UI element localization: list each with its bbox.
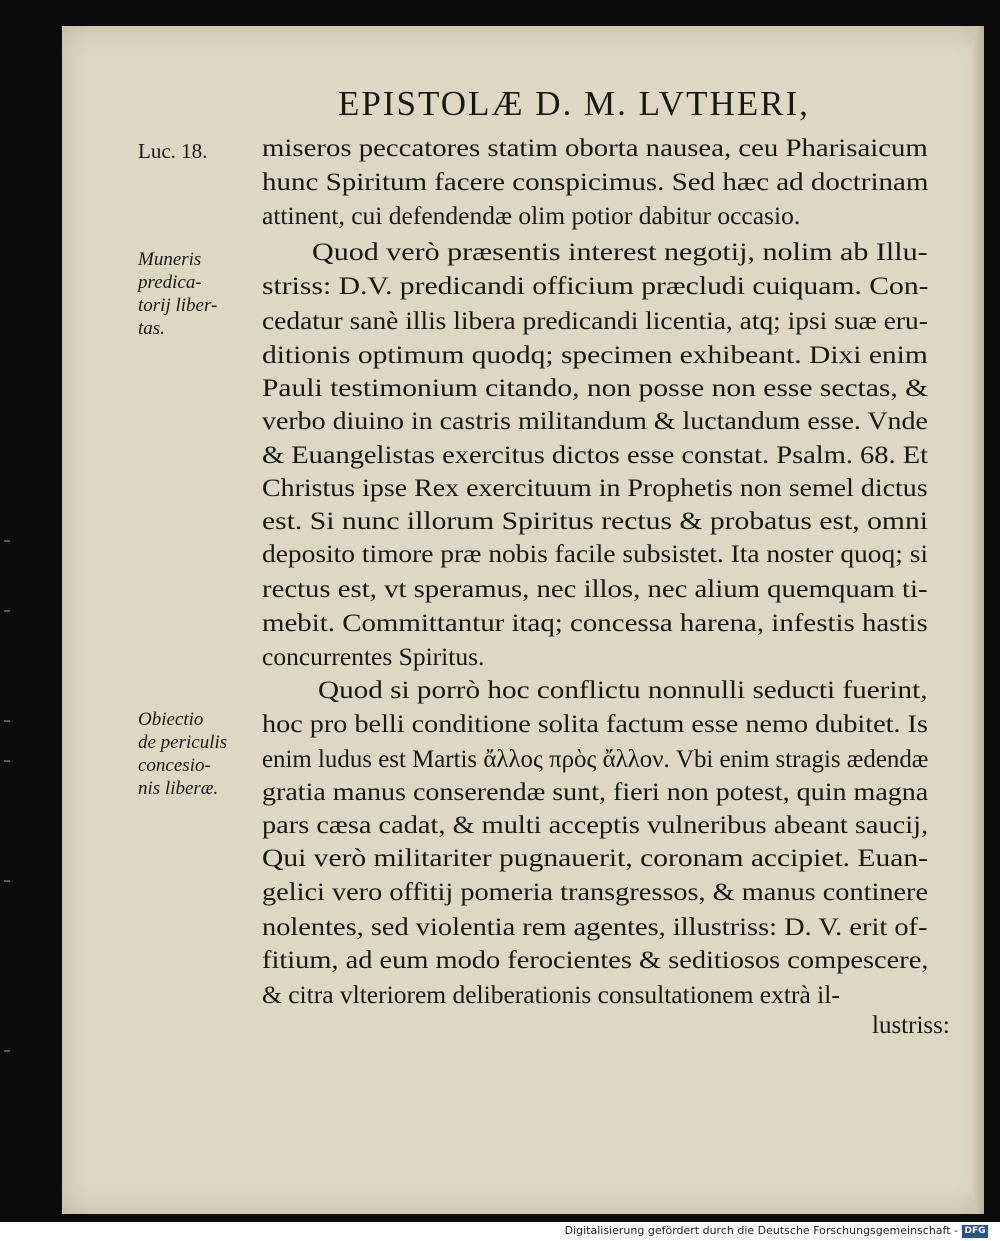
footer-credit: Digitalisierung gefördert durch die Deutsche Forschungsgemeinschaft - bbox=[564, 1224, 958, 1237]
page-edge bbox=[974, 26, 984, 1214]
body-line: attinent, cui defendendæ olim potior dabitur occasio. bbox=[262, 201, 801, 230]
body-line: miseros peccatores statim oborta nausea, ceu Pharisaicum bbox=[262, 133, 928, 162]
running-head: EPISTOLÆ D. M. LVTHERI, bbox=[338, 84, 810, 123]
margin-note-line: Luc. 18. bbox=[138, 139, 208, 163]
body-line: hunc Spiritum facere conspicimus. Sed hæc ad doctrinam bbox=[262, 167, 929, 196]
margin-note-line: Obiectio bbox=[138, 709, 204, 730]
margin-note-line: Muneris bbox=[138, 249, 202, 270]
dfg-logo-icon[interactable]: DFG bbox=[962, 1225, 988, 1238]
body-line: gelici vero offitij pomeria transgressos, & manus continere bbox=[262, 877, 929, 906]
body-line: ditionis optimum quodq; specimen exhibeant. Dixi enim bbox=[262, 340, 928, 369]
body-line: & Euangelistas exercitus dictos esse constat. Psalm. 68. Et bbox=[262, 440, 929, 469]
margin-note-line: tas. bbox=[138, 318, 165, 339]
body-line: fitium, ad eum modo ferocientes & seditiosos compescere, bbox=[262, 945, 929, 974]
body-line: striss: D.V. predicandi officium præcludi cuiquam. Con- bbox=[262, 271, 929, 300]
body-line: deposito timore præ nobis facile subsistet. Ita noster quoq; si bbox=[262, 539, 928, 568]
body-line: concurrentes Spiritus. bbox=[262, 642, 485, 671]
margin-note-line: torij liber- bbox=[138, 295, 218, 316]
body-line: hoc pro belli conditione solita factum esse nemo dubitet. Is bbox=[262, 709, 928, 738]
margin-note-line: nis liberæ. bbox=[138, 778, 219, 799]
body-line: verbo diuino in castris militandum & luctandum esse. Vnde bbox=[262, 406, 928, 435]
catchword: lustriss: bbox=[872, 1012, 950, 1039]
margin-note-line: predica- bbox=[138, 272, 202, 293]
body-line: Pauli testimonium citando, non posse non esse sectas, & bbox=[262, 373, 929, 402]
body-line: Quod verò præsentis interest negotij, nolim ab Illu- bbox=[312, 237, 928, 266]
body-line: mebit. Committantur itaq; concessa harena, infestis hastis bbox=[262, 608, 928, 637]
margin-note-obiectio bbox=[138, 708, 227, 800]
margin-note-luke bbox=[138, 140, 207, 163]
body-line: nolentes, sed violentia rem agentes, illustriss: D. V. erit of- bbox=[262, 912, 928, 941]
body-line: Quod si porrò hoc conflictu nonnulli seducti fuerint, bbox=[318, 675, 928, 704]
margin-note-muneris bbox=[138, 248, 217, 340]
body-line: gratia manus conserendæ sunt, fieri non potest, quin magna bbox=[262, 777, 929, 806]
body-line: Qui verò militariter pugnauerit, coronam accipiet. Euan- bbox=[262, 843, 928, 872]
body-line: Christus ipse Rex exercituum in Prophetis non semel dictus bbox=[262, 473, 928, 502]
body-line: & citra vlteriorem deliberationis consultationem extrà il- bbox=[262, 980, 840, 1009]
body-line: est. Si nunc illorum Spiritus rectus & probatus est, omni bbox=[262, 506, 929, 535]
body-line: pars cæsa cadat, & multi acceptis vulneribus abeant saucij, bbox=[262, 810, 929, 839]
body-line: cedatur sanè illis libera predicandi licentia, atq; ipsi suæ eru- bbox=[262, 306, 928, 335]
margin-note-line: de periculis bbox=[138, 732, 228, 753]
body-line: rectus est, vt speramus, nec illos, nec alium quemquam ti- bbox=[262, 574, 928, 603]
margin-note-line: concesio- bbox=[138, 755, 211, 776]
body-line: enim ludus est Martis ἄλλος πρὸς ἄλλον. Vbi enim stragis ædendæ bbox=[262, 744, 929, 773]
